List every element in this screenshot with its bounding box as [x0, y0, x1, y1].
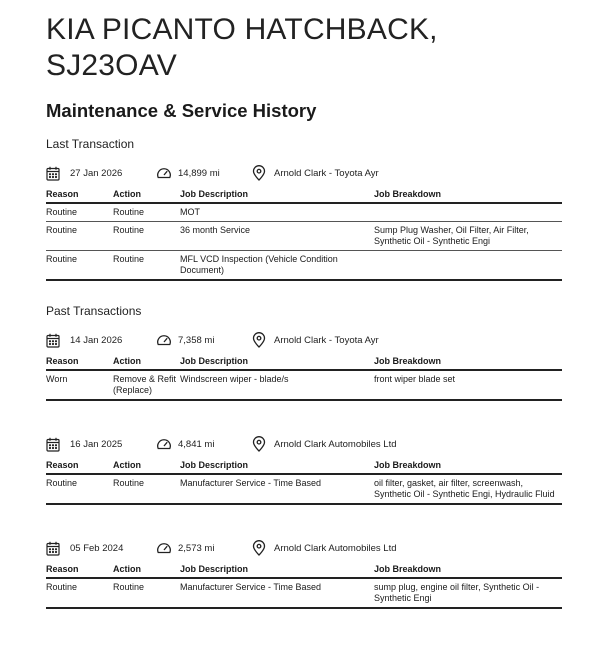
column-header: Action — [113, 186, 180, 203]
action-cell: Routine — [113, 251, 180, 281]
column-header: Action — [113, 561, 180, 578]
column-header: Job Breakdown — [374, 561, 562, 578]
table-row — [46, 578, 562, 608]
column-header: Job Description — [180, 353, 374, 370]
transaction — [46, 435, 562, 505]
table-header-row — [46, 457, 562, 474]
past-transactions-heading: Past Transactions — [46, 304, 142, 318]
speedometer-icon — [156, 166, 172, 180]
job-breakdown-cell: front wiper blade set — [374, 370, 562, 400]
job-breakdown-cell: oil filter, gasket, air filter, screenwash, Synthetic Oil - Synthetic Engi, Hydraulic Fluid — [374, 474, 562, 504]
action-cell: Routine — [113, 203, 180, 222]
job-description-cell: MFL VCD Inspection (Vehicle Condition Document) — [180, 251, 374, 281]
speedometer-icon — [156, 541, 172, 555]
column-header: Job Description — [180, 186, 374, 203]
transaction-date: 05 Feb 2024 — [70, 542, 124, 554]
transaction-date: 14 Jan 2026 — [70, 334, 123, 346]
column-header: Reason — [46, 353, 113, 370]
transaction-mileage: 4,841 mi — [178, 438, 215, 450]
location-pin-icon — [252, 332, 266, 348]
transaction-date: 16 Jan 2025 — [70, 438, 123, 450]
transaction-date: 27 Jan 2026 — [70, 167, 123, 179]
last-transaction — [46, 164, 562, 281]
calendar-icon — [46, 166, 60, 181]
reason-cell: Routine — [46, 251, 113, 281]
transaction-mileage: 7,358 mi — [178, 334, 215, 346]
job-breakdown-cell — [374, 251, 562, 281]
action-cell: Routine — [113, 222, 180, 251]
location-pin-icon — [252, 165, 266, 181]
table-row — [46, 251, 562, 281]
job-description-cell: MOT — [180, 203, 374, 222]
column-header: Job Description — [180, 457, 374, 474]
jobs-table — [46, 186, 562, 281]
table-header-row — [46, 561, 562, 578]
job-description-cell: Manufacturer Service - Time Based — [180, 578, 374, 608]
job-breakdown-cell: Sump Plug Washer, Oil Filter, Air Filter, Synthetic Oil - Synthetic Engi — [374, 222, 562, 251]
transaction-location: Arnold Clark - Toyota Ayr — [274, 167, 379, 179]
speedometer-icon — [156, 437, 172, 451]
transaction-meta — [46, 539, 562, 557]
service-history-page — [46, 0, 562, 609]
table-header-row — [46, 353, 562, 370]
jobs-table — [46, 353, 562, 401]
job-description-cell: Windscreen wiper - blade/s — [180, 370, 374, 400]
past-transactions — [46, 331, 562, 609]
location-pin-icon — [252, 540, 266, 556]
table-row — [46, 474, 562, 504]
jobs-table — [46, 457, 562, 505]
column-header: Job Description — [180, 561, 374, 578]
last-transaction-heading: Last Transaction — [46, 137, 135, 151]
transaction-mileage: 14,899 mi — [178, 167, 220, 179]
table-row — [46, 222, 562, 251]
transaction-meta — [46, 331, 562, 349]
transaction-meta — [46, 435, 562, 453]
reason-cell: Routine — [46, 222, 113, 251]
reason-cell: Worn — [46, 370, 113, 400]
reason-cell: Routine — [46, 578, 113, 608]
table-row — [46, 203, 562, 222]
action-cell: Remove & Refit (Replace) — [113, 370, 180, 400]
transaction-meta — [46, 164, 562, 182]
calendar-icon — [46, 541, 60, 556]
table-header-row — [46, 186, 562, 203]
table-row — [46, 370, 562, 400]
job-description-cell: Manufacturer Service - Time Based — [180, 474, 374, 504]
column-header: Reason — [46, 186, 113, 203]
transaction — [46, 331, 562, 401]
vehicle-title: KIA PICANTO HATCHBACK, SJ23OAV — [46, 13, 438, 82]
location-pin-icon — [252, 436, 266, 452]
job-breakdown-cell: sump plug, engine oil filter, Synthetic Oil - Synthetic Engi — [374, 578, 562, 608]
transaction — [46, 164, 562, 281]
transaction-location: Arnold Clark Automobiles Ltd — [274, 542, 397, 554]
column-header: Reason — [46, 561, 113, 578]
column-header: Job Breakdown — [374, 186, 562, 203]
transaction-location: Arnold Clark - Toyota Ayr — [274, 334, 379, 346]
action-cell: Routine — [113, 578, 180, 608]
section-title: Maintenance & Service History — [46, 100, 317, 121]
column-header: Reason — [46, 457, 113, 474]
column-header: Job Breakdown — [374, 353, 562, 370]
column-header: Job Breakdown — [374, 457, 562, 474]
speedometer-icon — [156, 333, 172, 347]
reason-cell: Routine — [46, 474, 113, 504]
calendar-icon — [46, 437, 60, 452]
job-description-cell: 36 month Service — [180, 222, 374, 251]
action-cell: Routine — [113, 474, 180, 504]
transaction — [46, 539, 562, 609]
transaction-mileage: 2,573 mi — [178, 542, 215, 554]
column-header: Action — [113, 457, 180, 474]
column-header: Action — [113, 353, 180, 370]
jobs-table — [46, 561, 562, 609]
transaction-location: Arnold Clark Automobiles Ltd — [274, 438, 397, 450]
job-breakdown-cell — [374, 203, 562, 222]
calendar-icon — [46, 333, 60, 348]
reason-cell: Routine — [46, 203, 113, 222]
